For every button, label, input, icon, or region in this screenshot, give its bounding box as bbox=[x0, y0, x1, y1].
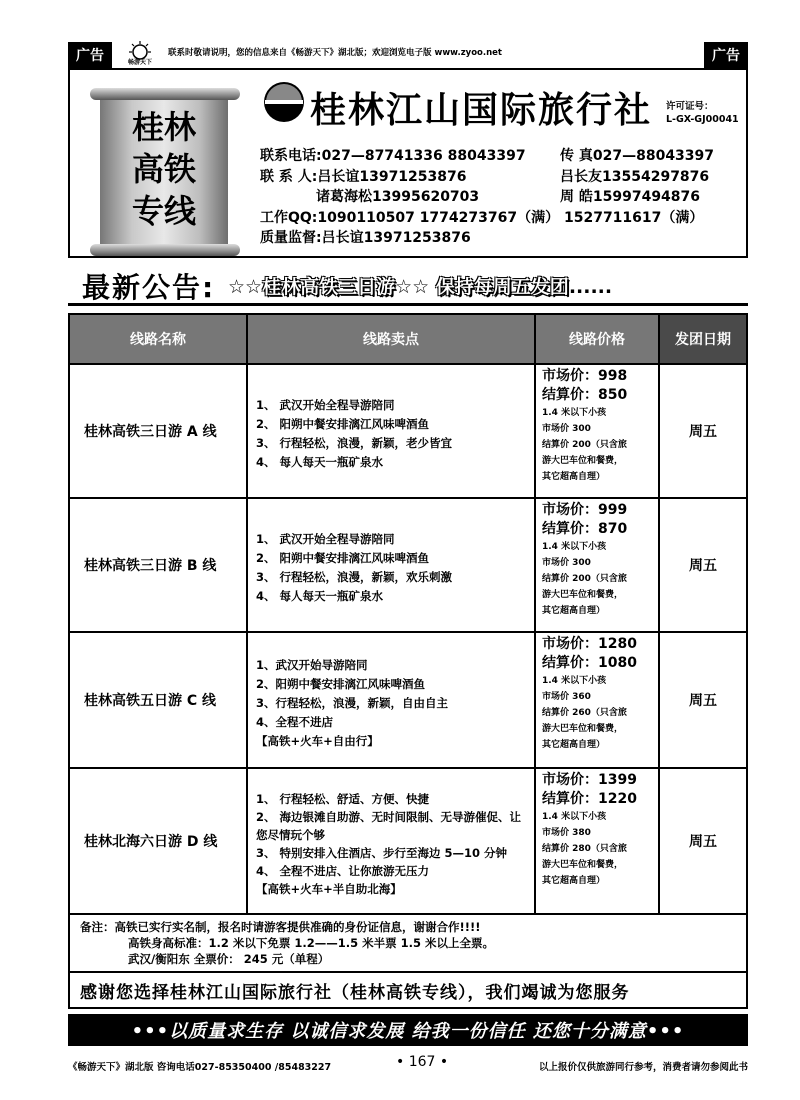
header-date: 发团日期 bbox=[660, 315, 746, 363]
table-row bbox=[70, 363, 746, 497]
route-name: 桂林高铁三日游 B 线 bbox=[70, 499, 248, 631]
phone: 联系电话:027—87741336 88043397 bbox=[260, 148, 526, 164]
route-features: 1、 武汉开始全程导游陪同 2、 阳朔中餐安排漓江风味啤酒鱼 3、 行程轻松，浪漫，新颖，老少皆宜 4、 每人每天一瓶矿泉水 bbox=[248, 365, 536, 497]
table-notes: 备注：高铁已实行实名制，报名时请游客提供准确的身份证信息，谢谢合作!!!! 高铁身高标准：1.2 米以下免票 1.2——1.5 米半票 1.5 米以上全票。 武汉/衡阳东 全票价： 245 元（单程） bbox=[70, 913, 746, 971]
route-price: 市场价：1399 结算价：1220 1.4 米以下小孩 市场价 380 结算价 280（只含旅 游大巴车位和餐费， 其它超高自理） bbox=[536, 769, 660, 913]
star-icon: ☆☆ bbox=[228, 276, 263, 298]
qq-numbers: 工作QQ:1090110507 1774273767（满） 1527711617（满） bbox=[260, 209, 704, 226]
tour-table bbox=[68, 313, 748, 1009]
thanks-line: 感谢您选择桂林江山国际旅行社（桂林高铁专线），我们竭诚为您服务 bbox=[70, 971, 746, 1007]
route-features: 1、 行程轻松、舒适、方便、快捷 2、 海边银滩自助游、无时间限制、无导游催促、让您尽情玩个够 3、 特别安排入住酒店、步行至海边 5—10 分钟 4、 全程不进店、让你旅游无压力 【高铁+火车+半自助北海】 bbox=[248, 769, 536, 913]
route-day: 周五 bbox=[689, 424, 717, 440]
route-features: 1、 武汉开始全程导游陪同 2、 阳朔中餐安排漓江风味啤酒鱼 3、 行程轻松，浪漫，新颖，欢乐刺激 4、 每人每天一瓶矿泉水 bbox=[248, 499, 536, 631]
route-name: 桂林高铁五日游 C 线 bbox=[70, 633, 248, 767]
announcement-text: ☆☆桂林高铁三日游☆☆ 保持每周五发团...... bbox=[228, 276, 613, 298]
agency-name: 桂林江山国际旅行社 bbox=[310, 89, 653, 131]
table-row bbox=[70, 497, 746, 631]
contact-person-4: 周 皓15997494876 bbox=[560, 189, 701, 205]
svg-text:畅游天下: 畅游天下 bbox=[127, 59, 153, 66]
route-price: 市场价：998 结算价：850 1.4 米以下小孩 市场价 300 结算价 200（只含旅 游大巴车位和餐费， 其它超高自理） bbox=[536, 365, 660, 497]
route-price: 市场价：1280 结算价：1080 1.4 米以下小孩 市场价 360 结算价 260（只含旅 游大巴车位和餐费， 其它超高自理） bbox=[536, 633, 660, 767]
ad-label-right: 广告 bbox=[704, 42, 748, 68]
contact-person-1: 联 系 人:吕长谊13971253876 bbox=[260, 168, 467, 185]
route-name: 桂林高铁三日游 A 线 bbox=[70, 365, 248, 497]
table-header bbox=[70, 315, 746, 363]
announcement-title: 最新公告: bbox=[82, 271, 216, 304]
header-highlights: 线路卖点 bbox=[248, 315, 536, 363]
magazine-logo-icon bbox=[118, 40, 162, 66]
route-price: 市场价：999 结算价：870 1.4 米以下小孩 市场价 300 结算价 200（只含旅 游大巴车位和餐费， 其它超高自理） bbox=[536, 499, 660, 631]
page-number: • 167 • bbox=[396, 1054, 449, 1070]
route-features: 1、武汉开始导游陪同 2、阳朔中餐安排漓江风味啤酒鱼 3、行程轻松，浪漫，新颖，自由自主 4、全程不进店 【高铁+火车+自由行】 bbox=[248, 633, 536, 767]
route-day: 周五 bbox=[689, 693, 717, 709]
ad-label-left: 广告 bbox=[68, 42, 112, 68]
route-name: 桂林北海六日游 D 线 bbox=[70, 769, 248, 913]
footer-contact: 《畅游天下》湖北版 咨询电话027-85350400 /85483227 bbox=[68, 1062, 332, 1073]
license-info: 许可证号： L-GX-GJ00041 bbox=[666, 101, 739, 125]
header-info: 联系时敬请说明，您的信息来自《畅游天下》湖北版；欢迎浏览电子版 www.zyoo.net bbox=[168, 48, 502, 58]
header-price: 线路价格 bbox=[536, 315, 660, 363]
table-row bbox=[70, 767, 746, 913]
page-footer bbox=[68, 1054, 748, 1074]
fax: 传 真027—88043397 bbox=[560, 148, 715, 164]
footer-disclaimer: 以上报价仅供旅游同行参考，消费者请勿参阅此书 bbox=[538, 1062, 748, 1073]
scroll-graphic bbox=[90, 88, 240, 256]
slogan-bar: •••以质量求生存 以诚信求发展 给我一份信任 还您十分满意••• bbox=[68, 1014, 748, 1046]
scroll-title: 桂林 高铁 专线 bbox=[131, 108, 196, 230]
contact-block bbox=[260, 146, 744, 249]
agency-logo-icon bbox=[262, 80, 306, 124]
route-day: 周五 bbox=[689, 558, 717, 574]
header-route-name: 线路名称 bbox=[70, 315, 248, 363]
star-icon: ☆☆ bbox=[395, 276, 430, 298]
contact-person-3: 诸葛海松13995620703 bbox=[316, 189, 480, 205]
quality-supervisor: 质量监督:吕长谊13971253876 bbox=[260, 230, 471, 246]
announcement bbox=[68, 262, 748, 306]
route-day: 周五 bbox=[689, 834, 717, 850]
table-row bbox=[70, 631, 746, 767]
contact-person-2: 吕长友13554297876 bbox=[560, 168, 710, 185]
ad-header bbox=[68, 40, 748, 66]
agency-banner bbox=[68, 68, 748, 258]
